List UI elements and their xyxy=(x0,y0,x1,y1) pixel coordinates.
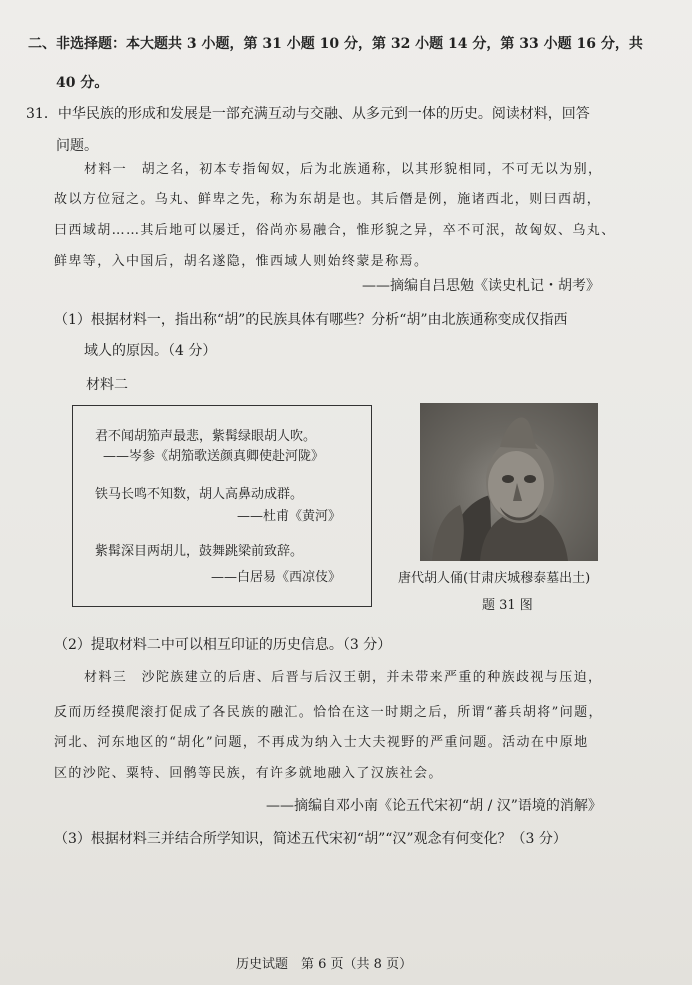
figurine-image xyxy=(420,403,598,561)
material1-line: 鲜卑等，入中国后，胡名遂隐，惟西域人则始终蒙是称焉。 xyxy=(54,254,429,269)
figurine-photo xyxy=(420,403,598,561)
section-heading-line2: 40 分。 xyxy=(56,75,109,91)
page-footer: 历史试题 第 6 页（共 8 页） xyxy=(236,957,413,972)
poem-source: ——白居易《西凉伎》 xyxy=(211,570,342,585)
poem-line: 君不闻胡笳声最悲，紫髯绿眼胡人吹。 xyxy=(95,429,317,444)
poem-line: 铁马长鸣不知数，胡人高鼻动成群。 xyxy=(95,487,304,502)
material3-line: 材料三 沙陀族建立的后唐、后晋与后汉王朝，并未带来严重的种族歧视与压迫， xyxy=(84,670,603,685)
poem-line: 紫髯深目两胡儿，鼓舞跳梁前致辞。 xyxy=(95,544,304,559)
material1-line: 材料一 胡之名，初本专指匈奴，后为北族通称，以其形貌相同，不可无以为别， xyxy=(84,162,603,177)
material3-line: 反而历经摸爬滚打促成了各民族的融汇。恰恰在这一时期之后，所谓“蕃兵胡将”问题， xyxy=(54,705,603,720)
material1-line: 故以方位冠之。乌丸、鲜卑之先，称为东胡是也。其后僭是例，施诸西北，则曰西胡， xyxy=(54,192,602,207)
sub-question-2: （2）提取材料二中可以相互印证的历史信息。（3 分） xyxy=(54,637,392,653)
poem-source: ——杜甫《黄河》 xyxy=(237,509,342,524)
sub-question-1: （1）根据材料一，指出称“胡”的民族具体有哪些？分析“胡”由北族通称变成仅指西 xyxy=(54,312,568,328)
material3-line: 河北、河东地区的“胡化”问题，不再成为纳入士大夫视野的严重问题。活动在中原地 xyxy=(54,735,589,750)
sub-question-3: （3）根据材料三并结合所学知识，简述五代宋初“胡”“汉”观念有何变化？（3 分） xyxy=(54,831,567,847)
material2-label: 材料二 xyxy=(86,377,128,393)
figure-label: 题 31 图 xyxy=(482,598,533,613)
material1-source: ——摘编自吕思勉《读史札记・胡考》 xyxy=(362,278,600,294)
sub-question-1-cont: 域人的原因。（4 分） xyxy=(84,343,217,359)
material3-line: 区的沙陀、粟特、回鹘等民族，有许多就地融入了汉族社会。 xyxy=(54,766,443,781)
photo-caption: 唐代胡人俑(甘肃庆城穆泰墓出土) xyxy=(398,571,591,586)
poem-source: ——岑参《胡笳歌送颜真卿使赴河陇》 xyxy=(103,449,325,464)
material3-source: ——摘编自邓小南《论五代宋初“胡 / 汉”语境的消解》 xyxy=(266,798,602,814)
poem-box xyxy=(72,405,372,607)
question-31-stem: 31．中华民族的形成和发展是一部充满互动与交融、从多元到一体的历史。阅读材料，回答 xyxy=(26,106,590,122)
question-31-stem-cont: 问题。 xyxy=(56,138,98,154)
section-heading-line1: 二、非选择题：本大题共 3 小题，第 31 小题 10 分，第 32 小题 14 分，第 33 小题 16 分，共 xyxy=(28,36,643,52)
material1-line: 曰西域胡……其后地可以屡迁，俗尚亦易融合，惟形貌之异，卒不可泯，故匈奴、乌丸、 xyxy=(54,223,616,238)
